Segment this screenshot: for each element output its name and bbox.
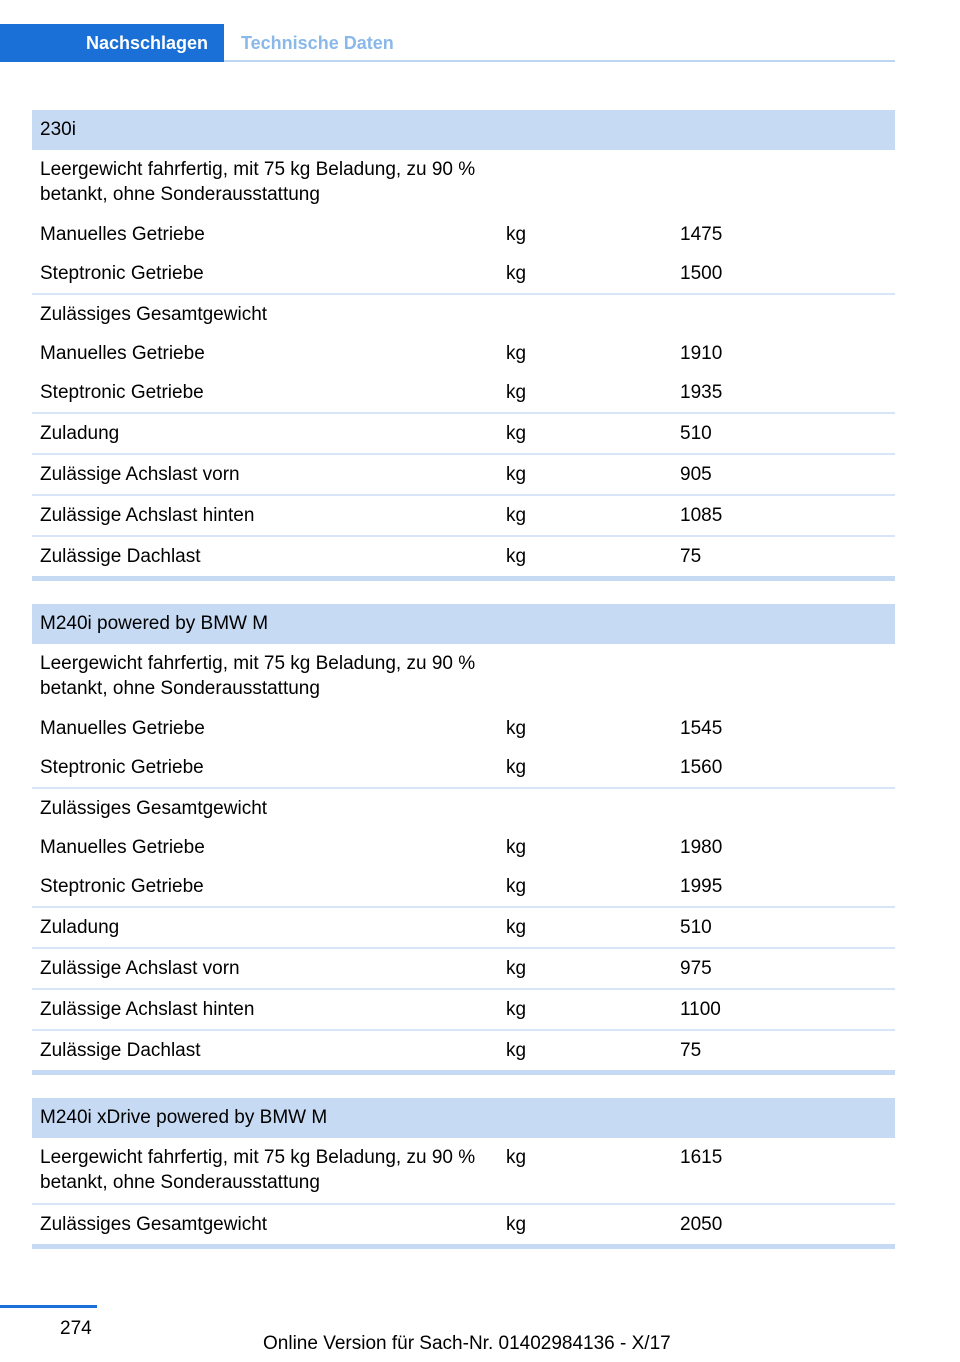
row-value: 510 [680, 423, 712, 444]
table-row [32, 709, 895, 748]
table-row [32, 787, 895, 828]
row-value: 1995 [680, 876, 723, 897]
row-unit: kg [506, 263, 527, 284]
row-label: Steptronic Getriebe [40, 757, 204, 778]
table-row [32, 254, 895, 293]
row-value: 1980 [680, 837, 723, 858]
header-divider [224, 60, 895, 62]
row-value: 1910 [680, 343, 723, 364]
page-number: 274 [60, 1318, 92, 1339]
row-unit: kg [506, 423, 527, 444]
row-unit: kg [506, 546, 527, 567]
row-value: 75 [680, 546, 702, 567]
table-row [32, 535, 895, 576]
table-row [32, 1138, 895, 1203]
row-value: 1475 [680, 224, 723, 245]
row-value: 2050 [680, 1214, 723, 1235]
row-label: Leergewicht fahrfertig, mit 75 kg Beladung, zu 90 % betankt, ohne Sonderausstattung [40, 653, 476, 699]
row-unit: kg [506, 958, 527, 979]
row-unit: kg [506, 718, 527, 739]
row-label: Manuelles Getriebe [40, 343, 205, 364]
row-label: Zulässige Achslast hinten [40, 999, 255, 1020]
row-unit: kg [506, 1147, 527, 1168]
table-bottom-rule [32, 576, 895, 581]
row-value: 1615 [680, 1147, 723, 1168]
table-title: M240i xDrive powered by BMW M [32, 1098, 895, 1138]
row-label: Manuelles Getriebe [40, 837, 205, 858]
page-header [0, 0, 960, 62]
row-label: Zuladung [40, 917, 120, 938]
table-row [32, 1203, 895, 1244]
row-unit: kg [506, 917, 527, 938]
table-row [32, 373, 895, 412]
table-row [32, 644, 895, 709]
row-unit: kg [506, 1040, 527, 1061]
row-unit: kg [506, 505, 527, 526]
table-row [32, 334, 895, 373]
row-label: Zulässiges Gesamtgewicht [40, 304, 268, 325]
row-label: Steptronic Getriebe [40, 876, 204, 897]
weights-table-m240i [32, 604, 895, 1075]
row-value: 510 [680, 917, 712, 938]
row-unit: kg [506, 757, 527, 778]
row-label: Zulässige Achslast vorn [40, 958, 240, 979]
weights-table-m240i-xdrive [32, 1098, 895, 1249]
row-unit: kg [506, 876, 527, 897]
table-row [32, 1029, 895, 1070]
row-value: 1545 [680, 718, 723, 739]
table-row [32, 215, 895, 254]
table-row [32, 828, 895, 867]
tab-nachschlagen[interactable]: Nachschlagen [0, 24, 224, 62]
row-label: Zulässige Dachlast [40, 546, 201, 567]
table-title: M240i powered by BMW M [32, 604, 895, 644]
row-unit: kg [506, 464, 527, 485]
table-bottom-rule [32, 1070, 895, 1075]
weights-table-230i [32, 110, 895, 581]
row-label: Steptronic Getriebe [40, 263, 204, 284]
row-unit: kg [506, 999, 527, 1020]
row-value: 905 [680, 464, 712, 485]
row-value: 1560 [680, 757, 723, 778]
row-unit: kg [506, 1214, 527, 1235]
row-label: Steptronic Getriebe [40, 382, 204, 403]
row-value: 1085 [680, 505, 723, 526]
table-row [32, 293, 895, 334]
row-unit: kg [506, 837, 527, 858]
table-row [32, 453, 895, 494]
row-value: 1500 [680, 263, 723, 284]
row-value: 75 [680, 1040, 702, 1061]
tab-technische-daten[interactable]: Technische Daten [241, 32, 394, 53]
row-label: Leergewicht fahrfertig, mit 75 kg Beladung, zu 90 % betankt, ohne Sonderausstattung [40, 1147, 476, 1193]
table-row [32, 867, 895, 906]
table-row [32, 947, 895, 988]
row-unit: kg [506, 343, 527, 364]
row-label: Zulässige Achslast hinten [40, 505, 255, 526]
row-value: 1935 [680, 382, 723, 403]
table-title: 230i [32, 110, 895, 150]
row-label: Zuladung [40, 423, 120, 444]
table-row [32, 906, 895, 947]
table-row [32, 988, 895, 1029]
online-version-note: Online Version für Sach-Nr. 01402984136 - X/17 [263, 1333, 671, 1354]
row-label: Zulässige Achslast vorn [40, 464, 240, 485]
row-label: Zulässiges Gesamtgewicht [40, 798, 268, 819]
row-value: 975 [680, 958, 712, 979]
row-label: Manuelles Getriebe [40, 224, 205, 245]
row-label: Zulässige Dachlast [40, 1040, 201, 1061]
table-row [32, 748, 895, 787]
row-label: Leergewicht fahrfertig, mit 75 kg Beladung, zu 90 % betankt, ohne Sonderausstattung [40, 159, 476, 205]
table-row [32, 494, 895, 535]
table-row [32, 412, 895, 453]
row-unit: kg [506, 224, 527, 245]
row-unit: kg [506, 382, 527, 403]
row-value: 1100 [680, 999, 721, 1020]
row-label: Manuelles Getriebe [40, 718, 205, 739]
row-label: Zulässiges Gesamtgewicht [40, 1214, 268, 1235]
footer-accent-line [0, 1305, 97, 1308]
table-bottom-rule [32, 1244, 895, 1249]
table-row [32, 150, 895, 215]
